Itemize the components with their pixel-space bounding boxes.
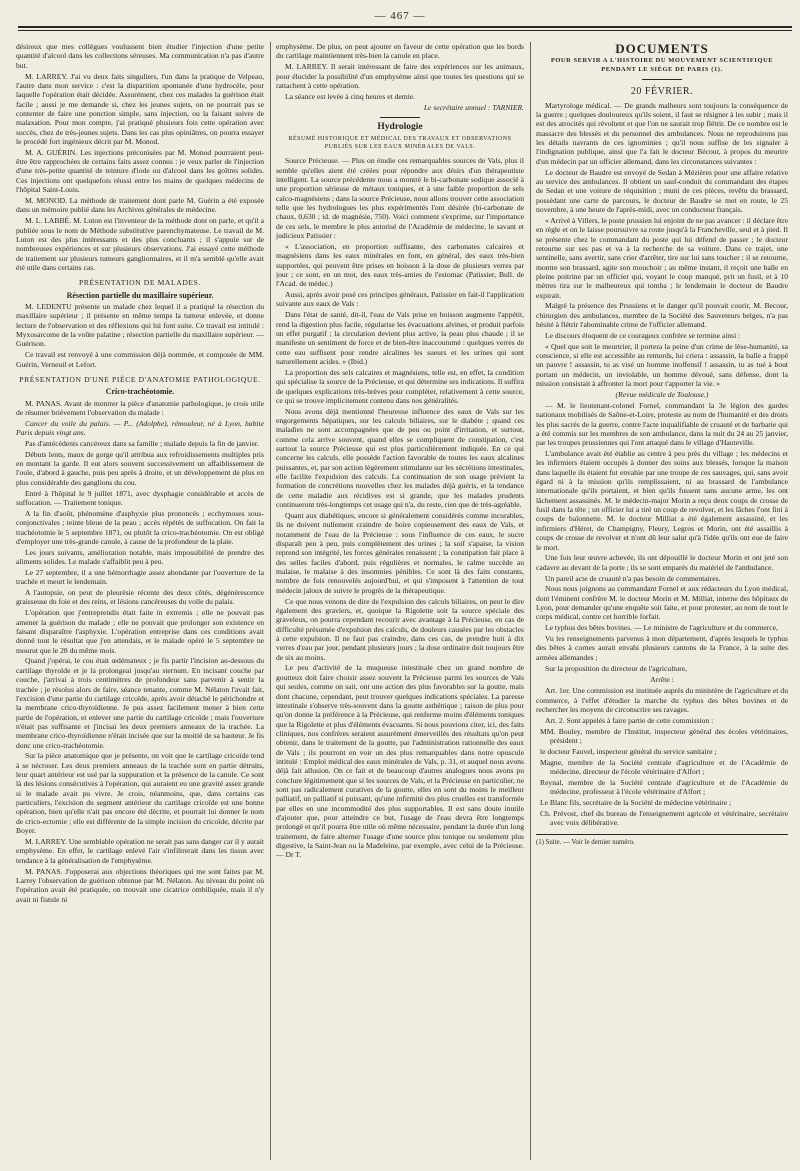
paragraph: Le docteur de Baudre est envoyé de Sedan à Mézières pour une affaire relative au service des ambulances. Il obtient un sauf-conduit du commandant des étapes de Sedan et une voiture de réquisition ; muni de ces pièces, revêtu du brassard, possédant une carte de parcours, le docteur de Baudre se met en route, le 25 novembre, à une heure de l'après-midi, avec un conducteur français.	[536, 167, 788, 214]
paragraph: Les jours suivants, amélioration notable, mais impossibilité de prendre des aliments solides. Le malade s'affaiblit peu à peu.	[16, 547, 264, 567]
paragraph: L'opération que j'entreprendis était faite in extremis ; elle ne pouvait pas amener la guérison du malade ; elle ne pouvait que prolonger son existence en faisant disparaître l'asphyxie. L'opération entreprise dans ces conditions avait donné tout le résultat que j'en attendais, et le malade opéré le 5 septembre ne mourut que le 28 du même mois.	[16, 608, 264, 655]
list-item: Ch. Prévost, chef du bureau de l'enseignement agricole et vétérinaire, secrétaire avec voix délibérative.	[540, 808, 788, 828]
paragraph: Une fois leur œuvre achevée, ils ont dépouillé le docteur Morin et ont jeté son cadavre au devant de la porte ; ils se sont emparés du matériel de l'ambulance.	[536, 553, 788, 572]
column-middle	[276, 42, 524, 1162]
section-subheading: RÉSUMÉ HISTORIQUE ET MÉDICAL DES TRAVAUX ET OBSERVATIONS PUBLIÉS SUR LES EAUX MINÉRALES DE VALS.	[288, 136, 512, 151]
paragraph: emphysème. De plus, on peut ajouter en faveur de cette opération que les bords du cartilage maintiennent très-bien la canule en place.	[276, 42, 524, 61]
column-rule	[530, 42, 531, 1160]
column-rule	[270, 42, 271, 1160]
paragraph: Sur la proposition du directeur de l'agriculture,	[545, 663, 688, 673]
paragraph: Quand j'opérai, le cou était œdémateux ; je fis partir l'incision au-dessous du cartilage thyroïde et je la prolongeai jusqu'au sternum. En incisant couche par couche, j'arrivai à trois centimètres de profondeur sans parvenir à sentir la trachée ; je résolus alors de faire, séance tenante, comme M. Nélaton l'avait fait, l'excision d'une partie du cartilage cricoïde, après avoir détaché le périchondre et la membrane crico-thyroïdienne. Je pus assez facilement mener à bien cette partie de l'opération, et enlever une partie du cartilage cricoïde ; mais l'ouverture n'était pas suffisante et j'incisai les deux premiers anneaux de la trachée. La membrane crico-thyroïdienne n'était incisée que sur la moitié de sa hauteur. Je fis donc une crico-trachéotomie.	[16, 656, 264, 750]
paragraph: Entré à l'hôpital le 9 juillet 1871, avec dysphagie considérable et accès de suffocation. — Traitement tonique.	[16, 488, 264, 507]
paragraph: L'ambulance avait été établie au centre à peu près du village ; les médecins et les infirmiers étaient occupés à donner des soins aux blessés, lorsque la maison dans laquelle ils étaient fut envahie par une troupe de ces sauvages, qui, sans avoir égard ni à la mission qu'ils remplissaient, ni au brassard de l'ambulance internationale qu'ils portaient, et bien qu'ils fussent sans aucune arme, les ont lâchement assassinés. M. le médecin-major Morin a reçu deux coups de crosse de fusil dans la tête ; un officier lui a tiré un coup de revolver, et les lâches l'ont fini à coups de baïonnette. M. le docteur Milliat a été également assassiné, et les infirmiers d'Héret, de Champigny, Fleury, Legros et Morin, ont été assaillis à coups de crosse de revolver et n'ont dû leur salut qu'à l'idée qu'ils ont eue de faire le mort.	[536, 449, 788, 552]
paragraph: Un pareil acte de cruauté n'a pas besoin de commentaires.	[545, 573, 721, 583]
paragraph: Nous nous joignons au commandant Fornel et aux rédacteurs du Lyon médical, dont l'éminent confrère M. le docteur Morin et M. Milliat, interne des hôpitaux de Lyon, pour demander qu'une enquête soit faite, et pour protester, au nom de tout le corps médical, contre cet horrible forfait.	[536, 584, 788, 622]
page-number: — 467 —	[374, 10, 426, 22]
paragraph: M. PANAS. J'opposerai aux objections théoriques qui me sont faites par M. Larrey l'observation de guérison obtenue par M. Nélaton. Au niveau du point où l'opération avait été pratiquée, on trouvait une cicatrice ombiliquée, mais il n'y avait ni fistule ni	[16, 866, 264, 904]
paragraph: Sur la pièce anatomique que je présente, on voit que le cartilage cricoïde tend à se nécroser. Les deux premiers anneaux de la trachée sont en partie détruits, leur quart antérieur est usé par la suppuration et la présence de la canule. Ce sont là des lésions consécutives à l'opération, qui auraient eu une gravité assez grande si le malade avait pu vivre. Je crois, néanmoins, que, dans certains cas particuliers, l'excision du segment antérieur du cartilage cricoïde est une bonne opération, bien qu'elle n'ait pas encore été décrite, et pourrait lui donner le nom de crico-ectomie ; elle est différente de la simple incision du cricoïde, décrite par Boyer.	[16, 751, 264, 836]
divider	[642, 79, 682, 80]
paragraph: Nous avons déjà mentionné l'heureuse influence des eaux de Vals sur les engorgements hépatiques, sur les calculs biliaires, sur le diabète ; quand ces maladies ne sont accompagnées que de peu ou point d'irritation, et surtout, comme cela arrive souvent, quand elles se compliquent de constipation, c'est surtout la source Précieuse qui est plus particulièrement indiquée. En ce qui concerne les calculs, elle possède l'action favorable de toutes les eaux alcalines puissantes, et, par son action légèrement stimulante sur les sécrétions intestinales, elle facilite l'expulsion des calculs. La continuation de son usage prévient la formation de concrétions nouvelles chez les malades déjà guéris, et la tendance de cette maladie aux récidives est si grande, que les malades prudents continueront très-longtemps cet usage qui n'a, du reste, rien que de très-agréable.	[276, 406, 524, 510]
paragraph: A l'autopsie, on peut de pleurésie récente des deux côtés, dégénérescence graisseuse du foie et des reins, et lésions cancéreuses du voile du palais.	[16, 588, 264, 607]
paragraph: Le discours éloquent de ce courageux confrère se termine ainsi :	[545, 330, 741, 340]
paragraph: M. LARREY. Une semblable opération ne serait pas sans danger car il y aurait emphysème. En effet, le cartilage enlevé l'air s'infiltrerait dans les tissus avec tendance à la généralisation de l'emphysème.	[16, 837, 264, 865]
paragraph: Art. 2. Sont appelés à faire partie de cette commission :	[545, 715, 714, 725]
paragraph: M. LARREY. Il serait intéressant de faire des expériences sur les animaux, pour élucider la possibilité d'un emphysème ainsi que toutes les questions qui se rattachent à cette opération.	[276, 62, 524, 90]
paragraph: M. PANAS. Avant de montrer la pièce d'anatomie pathologique, je crois utile de résumer brièvement l'observation du malade :	[16, 398, 264, 417]
paragraph: Quant aux diabétiques, encore si généralement considérés comme incurables, ils ne doivent nullement craindre de boire copieusement des eaux de Vals, et notamment de l'eau de la Précieuse : sous l'influence de ces eaux, le sucre disparaît peu à peu, puis complètement des urines ; la soif s'apaise, la vision reprend son intégrité, les forces générales renaissent ; la constipation fait place à des selles faciles d'abord, puis régulières et normales, le calme succède au malaise, le malaise à des insomnies pénibles. Ce sont là des faits constants, nombre de fois renouvelés aujourd'hui, et qui s'imposent à l'attention de tout médecin jaloux de suivre le progrès de la thérapeutique.	[276, 510, 524, 595]
paragraph: Malgré la présence des Prussiens et le danger qu'il pouvait courir, M. Becour, chirurgien des ambulances, membre de la Société des Sauveteurs belges, n'a pas hésité à flétrir l'abominable crime de l'officier allemand.	[536, 301, 788, 330]
list-item: le docteur Fauvel, inspecteur général du service sanitaire ;	[540, 746, 717, 756]
column-right	[536, 42, 788, 1162]
paragraph: Ce que nous venons de dire de l'expulsion des calculs biliaires, on peut le dire également des graviers, et, quoique la Rigolette soit la source spéciale des graveleux, on pourra cependant recourir avec avantage à la Précieuse, en cas de difficulté présumée d'expulsion des calculs, de douleurs causées par les obstacles à cette expulsion. Il ne faut pas craindre, dans ces cas, de prendre huit à dix verres d'eau par jour, pendant plusieurs jours ; la dose ordinaire doit toujours être de six au moins.	[276, 596, 524, 662]
top-rule	[18, 26, 792, 28]
paragraph: Ce travail est renvoyé à une commission déjà nommée, et composée de MM. Guérin, Verneuil et Lefort.	[16, 350, 264, 369]
section-heading: PRÉSENTATION D'UNE PIÈCE D'ANATOMIE PATHOLOGIQUE.	[19, 374, 261, 384]
section-heading: PRÉSENTATION DE MALADES.	[78, 278, 201, 288]
section-heading: Hydrologie	[377, 121, 423, 132]
section-subheading: POUR SERVIR A L'HISTOIRE DU MOUVEMENT SCIENTIFIQUE PENDANT LE SIÈGE DE PARIS (1).	[550, 57, 774, 74]
top-rule-thin	[18, 30, 792, 31]
list-item: MM. Bouley, membre de l'Institut, inspecteur général des écoles vétérinaires, président ;	[540, 726, 788, 746]
paragraph: Le peu d'activité de la muqueuse intestinale chez un grand nombre de goutteux doit faire choisir assez souvent la Précieuse parmi les sources de Vals qui seules, comme on sait, ont une action des plus favorables sur la goutte, mais dont chacune, cependant, peut trouver quelques indications spéciales. La paresse intestinale s'observe très-souvent dans la goutte asthénique ; raison de plus pour qu'on donne la préférence à la Précieuse, qui renferme moins d'éléments toniques que la Rigolette et plus d'éléments évacuants. Si nous pouvions citer, ici, des faits cliniques, nos confrères seraient assurément émerveillés des résultats qu'on peut obtenir, dans le traitement de la goutte, par l'administration rationnelle des eaux de Vals ; ils pourront en voir un des plus remarquables dans notre opuscule intitulé : Emploi médical des eaux minérales de Vals, p. 31, et auquel nous avons déjà fait allusion. On ce fait et de beaucoup d'autres analogues nous avons pu conclure légitimement que si les sources de Vals, et la Précieuse en particulier, ne sont pas radicalement curatives de la goutte, elles en sont du moins le meilleur palliatif, un palliatif si puissant, qu'une infirmité des plus cruelles est transformée par elles en une incommodité des plus supportables. Il est sans doute inutile d'ajouter que, pour atteindre ce but, l'usage de l'eau devra être longtemps prolongé et qu'il pourra être utile où même nécessaire, pendant la durée d'un long traitement, de faire alterner l'usage d'une source plus tonique ou seulement plus digestive, la Saint-Jean ou la Madeleine, par exemple, avec celui de la Précieuse. — Dr T.	[276, 663, 524, 860]
paragraph: Art. 1er. Une commission est instituée auprès du ministère de l'agriculture et du commerce, à l'effet d'étudier la marche du typhus des bêtes bovines et de rechercher les moyens de circonscrire ses ravages.	[536, 686, 788, 714]
paragraph: Le 27 septembre, il a une hémorrhagie assez abondante par l'ouverture de la trachée et meurt le lendemain.	[16, 567, 264, 587]
paragraph: La proportion des sels calcaires et magnésiens, telle est, en effet, la condition qui spécialise la source de la Précieuse, et qui détermine ses indications. Il suffira de quelques explications très-brèves pour compléter, relativement à cette source, ce qui se trouve implicitement contenu dans nos généralités.	[276, 367, 524, 405]
date-heading: 20 FÉVRIER.	[630, 86, 694, 98]
paragraph: M. MONOD. La méthode de traitement dont parle M. Guérin a été exposée dans un mémoire publié dans les Archives générales de médecine.	[16, 196, 264, 215]
paragraph: Le typhus des bêtes bovines. — Le ministre de l'agriculture et du commerce,	[545, 623, 778, 633]
paragraph: M. A. GUÉRIN. Les injections préconisées par M. Monod pourraient peut-être être rapprochées de certains faits assez connus : je veux parler de l'injection d'une très-petite quantité de teinture d'iode ou d'alcool dans les goîtres solides. Ces injections ont quelquefois réussi entre les mains de quelques médecins de l'hôpital Saint-Louis.	[16, 147, 264, 195]
session-closing: La séance est levée à cinq heures et demie.	[285, 91, 416, 101]
paragraph: désireux que mes collègues voulussent bien étudier l'injection d'une petite quantité d'alcool dans les collections séreuses. Ma communication n'a pas d'autre but.	[16, 42, 264, 70]
paragraph: « L'association, en proportion suffisante, des carbonates calcaires et magnésiens dans les eaux minérales en font, en général, des eaux très-bien supportées, qui peuvent être prises en boisson à la dose de plusieurs verres par jour ; ce sont, en un mot, des eaux très-amies de l'estomac (Patissier, Bull. de l'Acad. de médec.)	[276, 241, 524, 289]
paragraph: A la fin d'août, phénomène d'asphyxie plus prononcés ; ecchymoses sous-conjonctivales ; teinte bleue de la peau ; accès répétés de suffocation. On fait la trachéotomie le 5 septembre 1871, ou plutôt la crico-trachéotomie. On est obligé d'employer une très-grande canule, à cause de la profondeur de la plaie.	[16, 508, 264, 546]
paragraph: Pas d'antécédents cancéreux dans sa famille ; malade depuis la fin de janvier.	[25, 438, 259, 448]
list-item: Reynal, membre de la Société centrale d'agriculture et de l'Académie de médecine, professeur à l'école vétérinaire d'Alfort ;	[540, 777, 788, 797]
paragraph: Martyrologe médical. — De grands malheurs sont toujours la conséquence de la guerre ; quelques douloureux qu'ils soient, il faut se résigner à les subir ; mais il est des atrocités qui révoltent et que l'on ne saurait trop flétrir. De ce nombre est le massacre des blessés et du personnel des ambulances. Nous ne reproduirons pas les détails navrants de ces ignominies ; qu'il nous suffise de les signaler à l'indignation publique, ainsi que l'a fait le docteur Bécour, à propos du meurtre d'un médecin par un officier allemand, dans les circonstances suivantes :	[536, 100, 788, 166]
list-item: Le Blanc fils, secrétaire de la Société de médecine vétérinaire ;	[540, 798, 732, 808]
subsection-heading: Résection partielle du maxillaire supérieur.	[66, 290, 214, 300]
paragraph: « Arrivé à Villers, le poste prussien lui enjoint de ne pas avancer : il déclare être en règle et on le laisse poursuivre sa route jusqu'à la Francheville, seul et à pied. Il se présente chez le commandant du poste qui lui défend de passer ; le docteur retourne sur ses pas et va à la recherche de sa voiture. Dans ce trajet, une sentinelle, sans avertir, sans crier d'arrêter, tire sur lui sans toucher ; il se retourne, montre son brassard, agite son mouchoir ; au même instant, il reçoit une balle en pleine poitrine par un officier qui, voyant le coup manqué, prit un fusil, et à 10 mètres tira sur le malheureux qui tomba ; le lendemain le docteur de Baudre expirait.	[536, 215, 788, 300]
reference: (Revue médicale de Toulouse.)	[615, 390, 709, 399]
paragraph: Cancer du voile du palais. — P... (Adolphe), rémouleur, né à Lyon, habite Paris depuis vingt ans.	[16, 418, 264, 438]
signature: Le secrétaire annuel : TARNIER.	[423, 102, 524, 112]
paragraph: Vu les renseignements parvenus à mon département, d'après lesquels le typhus des bêtes à cornes aurait envahi plusieurs cantons de la France, à la suite des armées allemandes ;	[536, 634, 788, 662]
paragraph: Aussi, après avoir posé ces principes généraux, Patissier en fait-il l'application suivante aux eaux de Vals :	[276, 290, 524, 309]
paragraph: Dans l'état de santé, dit-il, l'eau de Vals prise en boisson augmente l'appétit, rend la digestion plus facile, régularise les évacuations alvines, et produit parfois un effet purgatif ; la circulation devient plus active, la peau plus chaude ; il se manifeste un sentiment de force et de bien-être inaccoutumé : quelques verres de cette eau suffisent pour rendre alcalines les sueurs et les urines qui sont naturellement acides. » (Ibid.)	[276, 310, 524, 366]
paragraph: M. L. LABBÉ. M. Luton est l'inventeur de la méthode dont on parle, et qu'il a publiée sous le nom de Méthode substitutive parenchymateuse. Le travail de M. Luton est des plus intéressants et des plus concluants ; il s'appuie sur de nombreuses expériences et sur plusieurs observations. J'ai essayé cette méthode de traitement sur plusieurs tumeurs ganglionnaires, et il m'a semblé qu'elle avait été utile dans certains cas.	[16, 216, 264, 272]
column-left	[16, 42, 264, 1162]
footnote: (1) Suite. — Voir le dernier numéro.	[536, 834, 788, 847]
paragraph: — M. le lieutenant-colonel Fornel, commandant la 3e légion des gardes nationaux mobilisés de Saône-et-Loire, proteste au nom de l'humanité et des droits les plus sacrés de la guerre, contre l'acte inqualifiable de cruauté et de barbarie qui a été commis sur les membres de son ambulance, dans la nuit du 24 au 25 janvier, par les troupes prussiennes qui l'ont attaqué dans le village d'Hauteville.	[536, 400, 788, 448]
paragraph: Source Précieuse. — Plus on étudie ces remarquables sources de Vals, plus il semble qu'elles aient été créées pour répondre aux désirs d'un thérapeutiste intelligent. La source précédente nous a montré le bi-carbonate sodique associé à une proportion sérieuse de métaux toniques, et à une faible proportion de sels calco-magnésiens ; dans la source Précieuse, nous allons trouver cette association telle que les hydrologues les plus expérimentés l'ont désirée (bi-carbonate de chaux, 0,630 ; id. de magnésie, 750). Voici comment s'exprime, sur l'importance de ces sels, le membre le plus autorisé de l'Académie de médecine, le savant et judicieux Patissier :	[276, 156, 524, 240]
section-heading: DOCUMENTS	[615, 42, 709, 56]
paragraph: Débuts lents, maux de gorge qu'il attribua aux refroidissements multiples pris en montant la garde. Il eut alors souvent successivement un affaiblissement de l'ouïe, d'abord à gauche, puis peu après à droite, et un développement de plus en plus considérable des ganglions du cou.	[16, 449, 264, 487]
decree-heading: Arrête :	[650, 674, 674, 684]
paragraph: M. LEDENTU présente un malade chez lequel il a pratiqué la résection du maxillaire supérieur ; il présente en même temps la tumeur enlevée, et donne lecture de l'observation et des réflexions qui lui font suite. Ce travail est intitulé : Myxosarcome de la voûte palatine ; résection partielle du maxillaire supérieur. — Guérison.	[16, 301, 264, 349]
divider	[380, 117, 420, 118]
paragraph: M. LARREY. J'ai vu deux faits singuliers, l'un dans la pratique de Velpeau, l'autre dans mon service : c'est la disparition spontanée d'une hydrocèle, pour laquelle l'opération était décidée. Assurément, chez ces malades la guérison était facile ; aussi je me demande si, chez les jeunes sujets, on ne pourrait pas se contenter de faire une ponction simple, sans injection, ou la faisant suivre de malaxation. Pour mon compte, j'ai pratiqué plusieurs fois cette opération avec succès, chez de très-jeunes sujets. Dans les cas plus opiniâtres, on pourra essayer le procédé fort ingénieux décrit par M. Monod.	[16, 71, 264, 146]
list-item: Magne, membre de la Société centrale d'agriculture et de l'Académie de médecine, directeur de l'école vétérinaire d'Alfort ;	[540, 757, 788, 777]
paragraph: « Quel que soit le meurtrier, il portera la peine d'un crime de lèse-humanité, sa conscience, si elle est accessible au remords, lui criera : assassin, la balle a frappé un pauvre ! assassin, tu as visé un homme inoffensif ! assassin, tu as tué à bout portant un médecin, un inviolable, un homme dévoué, sans défense, dont la mission consistait à affronter la mort pour t'apporter la vie. »	[536, 341, 788, 389]
subsection-heading: Crico-trachéotomie.	[105, 387, 175, 397]
